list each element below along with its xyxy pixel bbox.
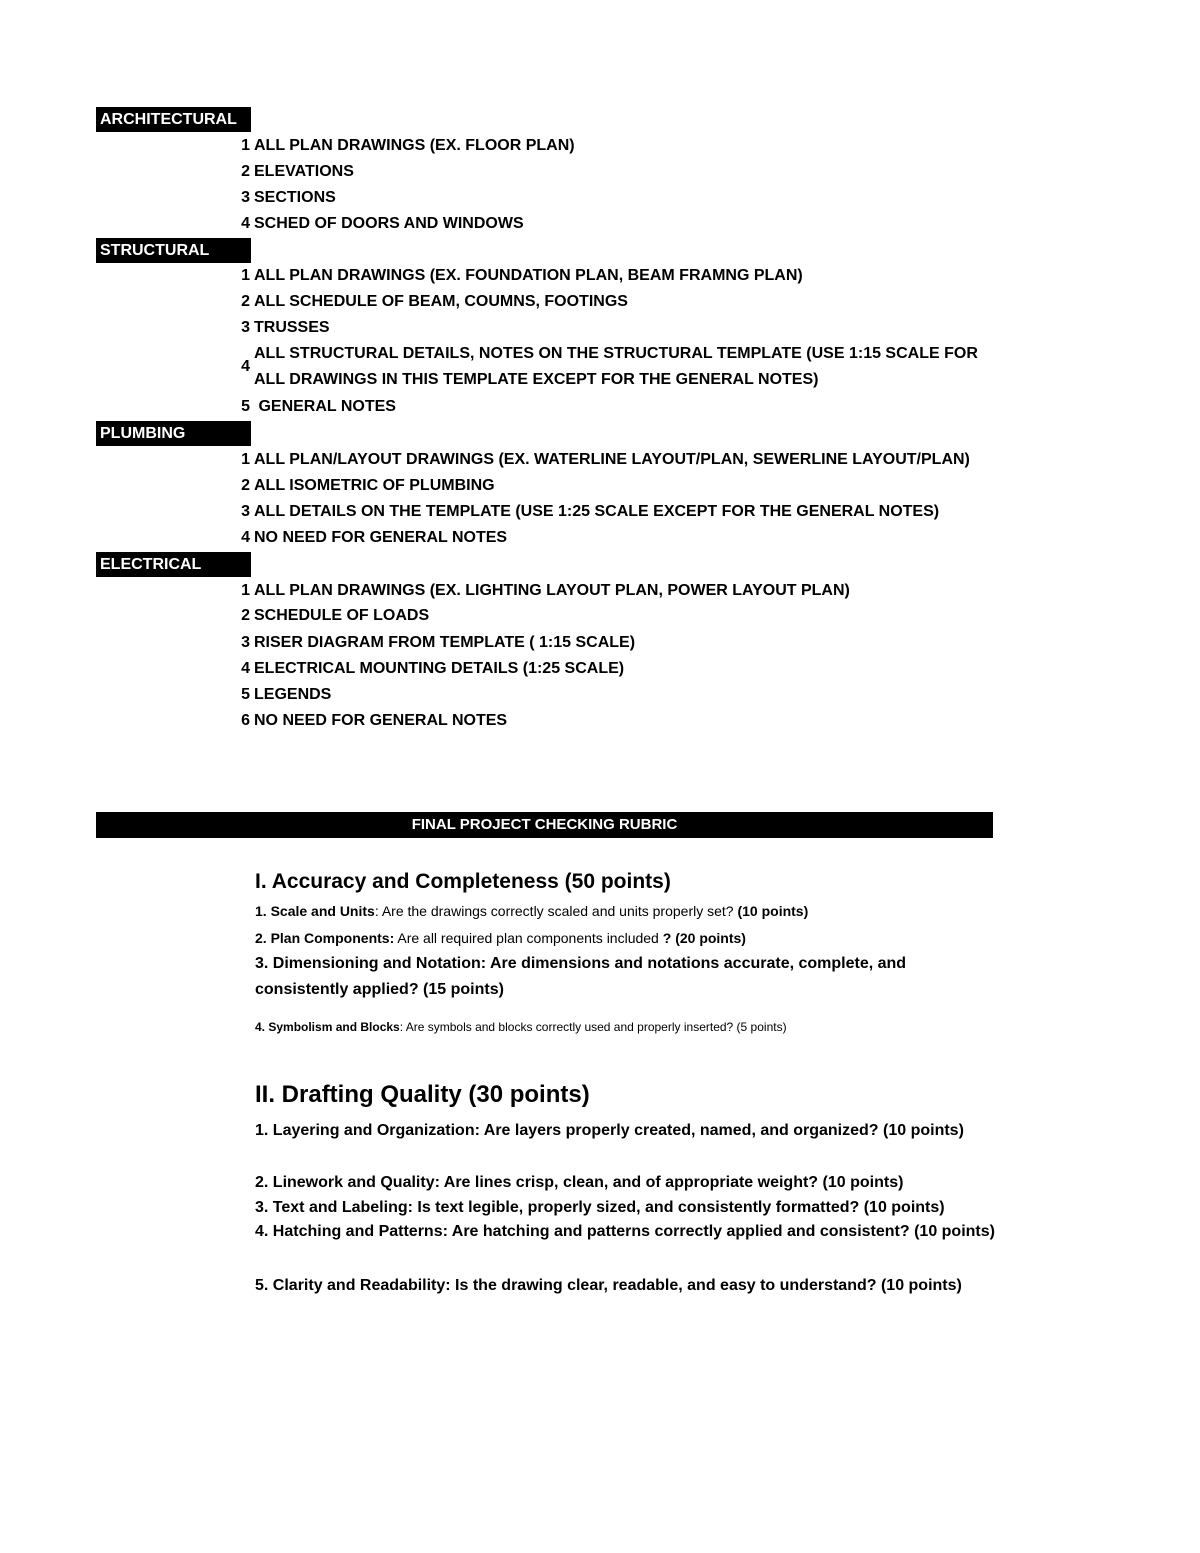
rubric-item: 3. Text and Labeling: Is text legible, properly sized, and consistently formatted? (10 points) bbox=[255, 1199, 945, 1216]
list-item: 2 ELEVATIONS bbox=[241, 163, 354, 180]
list-item: 6 NO NEED FOR GENERAL NOTES bbox=[241, 712, 508, 729]
list-item: 4 ALL STRUCTURAL DETAILS, NOTES ON THE STRUCTURAL TEMPLATE (USE 1:15 SCALE FOR ALL DRAWINGS IN THIS TEMPLATE EXCEPT FOR THE GENERAL NOTES) bbox=[241, 345, 978, 388]
list-item: 1 ALL PLAN DRAWINGS (EX. LIGHTING LAYOUT PLAN, POWER LAYOUT PLAN) bbox=[241, 582, 850, 599]
list-item: 5 LEGENDS bbox=[241, 686, 332, 703]
rubric-part2-heading: II. Drafting Quality (30 points) bbox=[255, 1081, 590, 1108]
list-item: 2 ALL SCHEDULE OF BEAM, COUMNS, FOOTINGS bbox=[241, 293, 628, 310]
list-item: 3 SECTIONS bbox=[241, 189, 336, 206]
section-header-structural: STRUCTURAL bbox=[96, 238, 251, 263]
list-item: 2 ALL ISOMETRIC OF PLUMBING bbox=[241, 477, 495, 494]
list-item: 4 ELECTRICAL MOUNTING DETAILS (1:25 SCALE) bbox=[241, 660, 625, 677]
list-item: 4 NO NEED FOR GENERAL NOTES bbox=[241, 529, 508, 546]
rubric-item: 4. Hatching and Patterns: Are hatching and patterns correctly applied and consistent? (10 points) bbox=[255, 1223, 995, 1240]
rubric-item: 2. Linework and Quality: Are lines crisp, clean, and of appropriate weight? (10 points) bbox=[255, 1174, 904, 1191]
rubric-item: 3. Dimensioning and Notation: Are dimensions and notations accurate, complete, and consistently applied? (15 points) bbox=[255, 955, 907, 998]
rubric-item: 4. Symbolism and Blocks: Are symbols and blocks correctly used and properly inserted? (5 points) bbox=[255, 1020, 787, 1034]
section-header-electrical: ELECTRICAL bbox=[96, 552, 251, 577]
section-header-plumbing: PLUMBING bbox=[96, 421, 251, 446]
list-item: 1 ALL PLAN/LAYOUT DRAWINGS (EX. WATERLINE LAYOUT/PLAN, SEWERLINE LAYOUT/PLAN) bbox=[241, 451, 970, 468]
rubric-title: FINAL PROJECT CHECKING RUBRIC bbox=[96, 812, 993, 838]
list-item: 3 ALL DETAILS ON THE TEMPLATE (USE 1:25 SCALE EXCEPT FOR THE GENERAL NOTES) bbox=[241, 503, 940, 520]
section-header-architectural: ARCHITECTURAL bbox=[96, 107, 251, 132]
list-item: 1 ALL PLAN DRAWINGS (EX. FLOOR PLAN) bbox=[241, 137, 575, 154]
rubric-item: 5. Clarity and Readability: Is the drawing clear, readable, and easy to understand? (10 points) bbox=[255, 1277, 962, 1294]
list-item: 3 RISER DIAGRAM FROM TEMPLATE ( 1:15 SCALE) bbox=[241, 634, 636, 651]
rubric-item: 1. Scale and Units: Are the drawings correctly scaled and units properly set? (10 points) bbox=[255, 903, 809, 919]
list-item: 4 SCHED OF DOORS AND WINDOWS bbox=[241, 215, 524, 232]
list-item: 2 SCHEDULE OF LOADS bbox=[241, 607, 430, 624]
rubric-item: 2. Plan Components: Are all required plan components included ? (20 points) bbox=[255, 930, 746, 946]
rubric-item: 1. Layering and Organization: Are layers properly created, named, and organized? (10 points) bbox=[255, 1122, 964, 1139]
list-item: 3 TRUSSES bbox=[241, 319, 330, 336]
list-item: 5 GENERAL NOTES bbox=[241, 398, 396, 415]
rubric-part1-heading: I. Accuracy and Completeness (50 points) bbox=[255, 870, 671, 893]
list-item: 1 ALL PLAN DRAWINGS (EX. FOUNDATION PLAN, BEAM FRAMNG PLAN) bbox=[241, 267, 803, 284]
